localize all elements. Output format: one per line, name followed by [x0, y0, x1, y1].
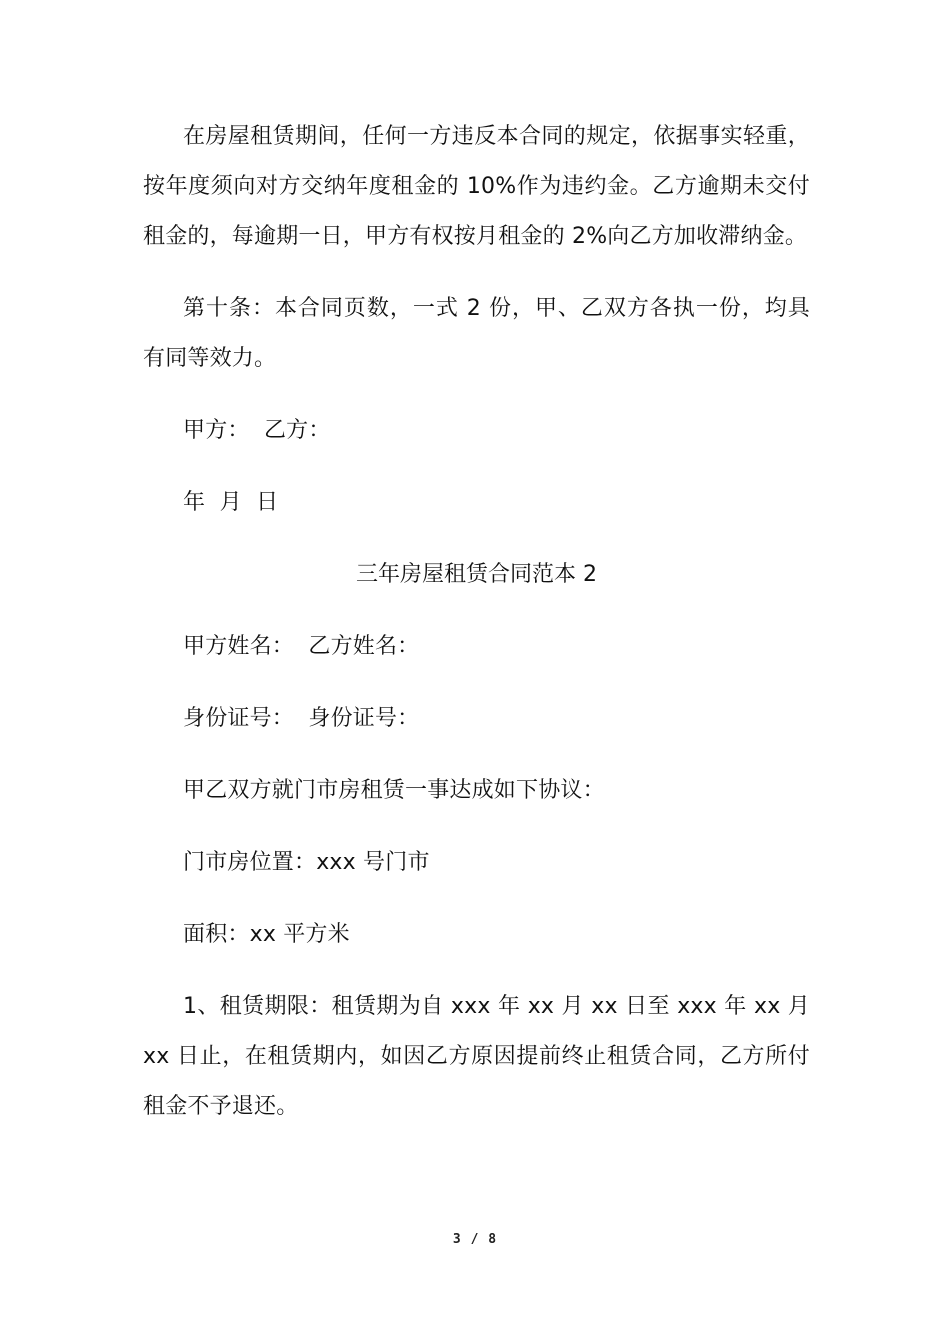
section-title: 三年房屋租赁合同范本 2 [356, 562, 597, 587]
paragraph-area: 面积：xx 平方米 [183, 922, 350, 947]
paragraph-location: 门市房位置：xxx 号门市 [183, 850, 430, 875]
paragraph-party-names: 甲方姓名： 乙方姓名： [183, 634, 420, 659]
paragraph-lease-term: 1、租赁期限：租赁期为自 xxx 年 xx 月 xx 日至 xxx 年 xx 月 xx 日止，在租赁期内，如因乙方原因提前终止租赁合同，乙方所付租金不予退还。 [143, 994, 810, 1119]
paragraph-signatures: 甲方： 乙方： [183, 418, 331, 443]
page-number: 3 / 8 [452, 1232, 498, 1247]
paragraph-id-numbers: 身份证号： 身份证号： [183, 706, 420, 731]
paragraph-date: 年 月 日 [183, 490, 279, 515]
paragraph-article-ten: 第十条：本合同页数，一式 2 份，甲、乙双方各执一份，均具有同等效力。 [143, 296, 810, 371]
paragraph-breach-penalty: 在房屋租赁期间，任何一方违反本合同的规定，依据事实轻重，按年度须向对方交纳年度租金的 10%作为违约金。乙方逾期未交付租金的，每逾期一日，甲方有权按月租金的 2%向乙方加收滞纳金。 [143, 124, 810, 249]
paragraph-agreement-intro: 甲乙双方就门市房租赁一事达成如下协议： [183, 778, 605, 803]
document-body [143, 112, 810, 1154]
